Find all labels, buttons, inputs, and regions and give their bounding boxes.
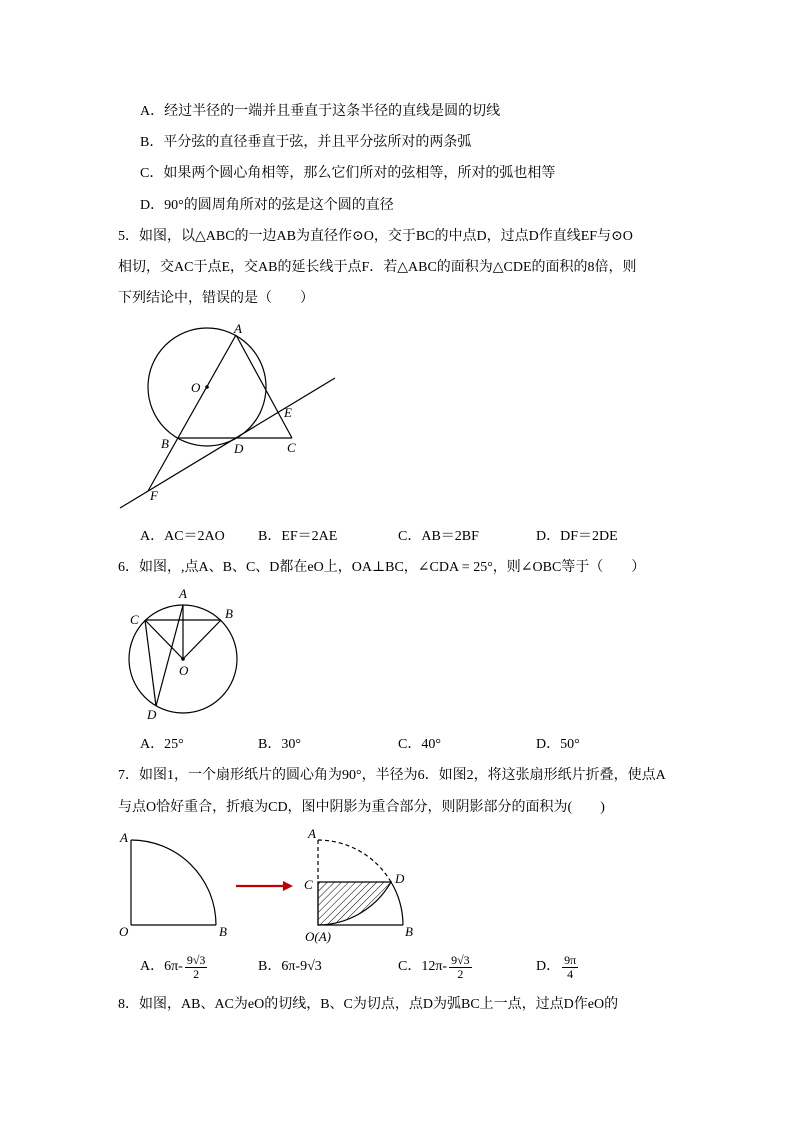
label-a: A — [120, 830, 128, 845]
center-dot-o — [205, 385, 209, 389]
label-a: A — [308, 826, 316, 841]
label-o: O — [191, 380, 201, 395]
label-c: C — [130, 612, 139, 627]
label-d: D — [395, 871, 405, 886]
prev-option-b: B．平分弦的直径垂直于弦，并且平分弦所对的两条弧 — [140, 135, 472, 150]
denominator: 2 — [193, 966, 200, 981]
shaded-overlap-region — [318, 882, 391, 925]
denominator: 2 — [457, 966, 464, 981]
numerator: 9√3 — [451, 952, 470, 967]
label-d: D — [147, 707, 157, 722]
prev-option-d: D．90°的圆周角所对的弦是这个圆的直径 — [140, 198, 394, 213]
label-a: A — [234, 321, 242, 336]
q5-option-b: B．EF＝2AE — [258, 529, 338, 544]
q8-text: 8．如图，AB、AC为eO的切线，B、C为切点，点D为弧BC上一点，过点D作eO的 — [118, 997, 619, 1012]
segment-af — [148, 335, 236, 491]
dashed-arc-ad — [318, 840, 391, 882]
q6-option-a: A．25° — [140, 737, 184, 752]
q7-option-c-fraction — [449, 954, 472, 981]
q7-figure-2 — [304, 826, 413, 944]
q7-option-c — [398, 952, 472, 982]
q7-text-line-1: 7．如图1，一个扇形纸片的圆心角为90°，半径为6．如图2，将这张扇形纸片折叠，使点A — [118, 768, 666, 783]
arc-db — [391, 882, 403, 925]
label-b: B — [219, 924, 227, 939]
q7-figures — [110, 825, 420, 947]
center-dot-o — [181, 657, 185, 661]
label-e: E — [284, 405, 292, 420]
q7-option-b-prefix: B．6π-9√3 — [258, 959, 322, 974]
q5-text-line-1: 5．如图，以△ABC的一边AB为直径作⊙O，交于BC的中点D，过点D作直线EF与⊙O — [118, 229, 633, 244]
q7-option-b — [258, 952, 322, 982]
q7-option-a-fraction — [185, 954, 208, 981]
chord-cd — [145, 620, 156, 706]
label-f: F — [150, 488, 158, 503]
q7-option-a — [140, 952, 207, 982]
q6-option-d: D．50° — [536, 737, 580, 752]
label-b: B — [161, 436, 169, 451]
q7-option-a-prefix: A．6π- — [140, 959, 183, 974]
q6-text: 6．如图，,点A、B、C、D都在eO上，OA⊥BC，∠CDA = 25°，则∠OBC等于（ ） — [118, 560, 646, 575]
label-b: B — [405, 924, 413, 939]
segment-ac — [236, 335, 292, 438]
q7-figure-1 — [119, 830, 227, 939]
label-o: O — [119, 924, 129, 939]
label-c: C — [304, 877, 313, 892]
q5-figure — [110, 320, 350, 515]
prev-option-c: C．如果两个圆心角相等，那么它们所对的弦相等，所对的弧也相等 — [140, 166, 556, 181]
q6-figure — [120, 585, 250, 725]
label-o-a: O(A) — [305, 929, 331, 944]
q7-option-c-prefix: C．12π- — [398, 959, 448, 974]
label-o: O — [179, 663, 189, 678]
prev-option-a: A．经过半径的一端并且垂直于这条半径的直线是圆的切线 — [140, 104, 501, 119]
q6-option-c: C．40° — [398, 737, 441, 752]
label-d: D — [234, 441, 244, 456]
denominator: 4 — [567, 966, 574, 981]
arc-ab — [131, 840, 216, 925]
q6-option-b: B．30° — [258, 737, 301, 752]
label-b: B — [225, 606, 233, 621]
q5-option-c: C．AB＝2BF — [398, 529, 479, 544]
q7-text-line-2: 与点O恰好重合，折痕为CD，图中阴影为重合部分，则阴影部分的面积为( ) — [118, 800, 605, 815]
right-arrow-icon — [236, 881, 293, 891]
q7-option-d-prefix: D． — [536, 959, 561, 974]
q5-option-a: A．AC＝2AO — [140, 529, 225, 544]
numerator: 9π — [564, 952, 577, 967]
label-c: C — [287, 440, 296, 455]
numerator: 9√3 — [186, 952, 206, 967]
q5-option-d: D．DF＝2DE — [536, 529, 618, 544]
q7-option-d — [536, 952, 578, 982]
q5-text-line-3: 下列结论中，错误的是（ ） — [118, 291, 314, 306]
label-a: A — [179, 586, 187, 601]
q7-option-d-fraction — [562, 954, 578, 981]
q5-text-line-2: 相切，交AC于点E，交AB的延长线于点F．若△ABC的面积为△CDE的面积的8倍，则 — [118, 260, 637, 275]
radius-ob — [183, 620, 221, 659]
